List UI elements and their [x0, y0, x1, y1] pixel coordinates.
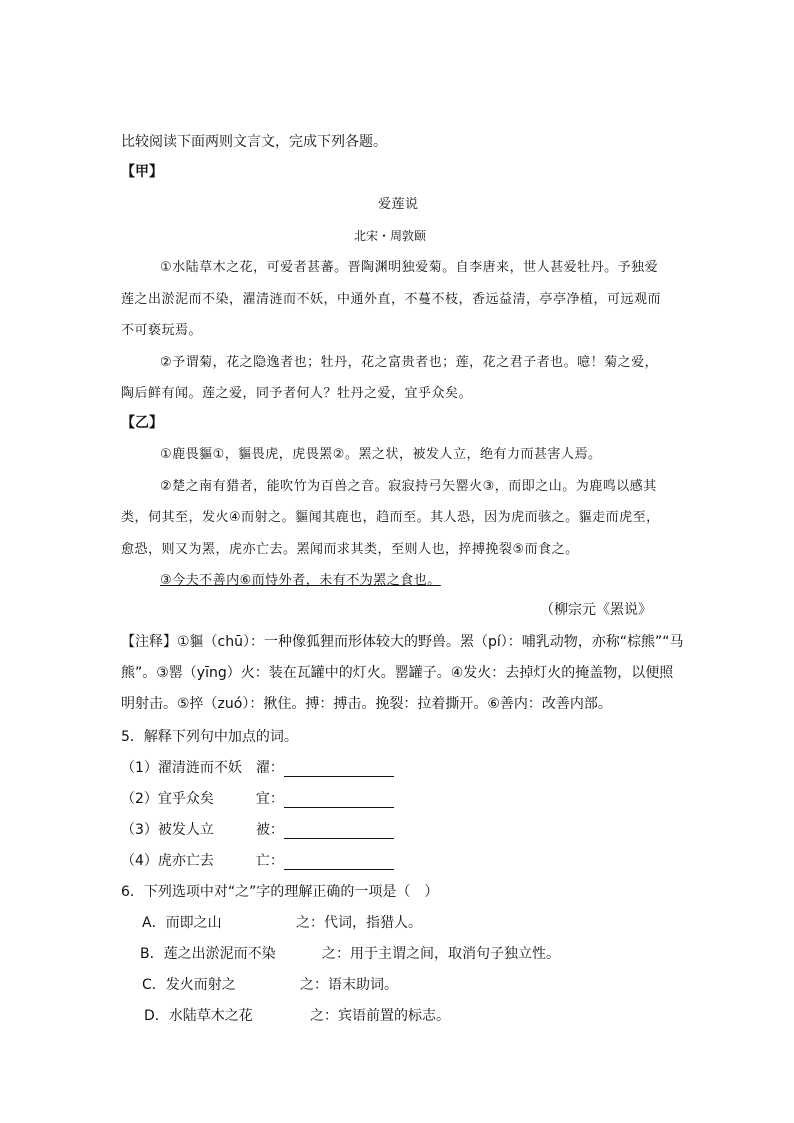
question-5-item [121, 853, 394, 870]
answer-blank[interactable] [284, 824, 394, 839]
section-jia-label: 【甲】 [121, 164, 163, 180]
answer-blank[interactable] [284, 793, 394, 808]
question-5-item-text: （4）虎亦亡去 亡： [121, 853, 284, 869]
passage-title: 爱莲说 [378, 197, 419, 212]
yi-paragraph-2-line-2: 类，伺其至，发火④而射之。貙闻其鹿也，趋而至。其人恐，因为虎而骇之。貙走而虎至， [121, 510, 660, 525]
question-5-item [121, 791, 394, 808]
question-5-item-text: （2）宜乎众矣 宜： [121, 791, 284, 807]
passage-author: 北宋・周敦颐 [354, 229, 427, 243]
notes-line-2: 熊”。③罂（yīng）火：装在瓦罐中的灯火。罂罐子。④发火：去掉灯火的掩盖物，以便照 [121, 665, 674, 681]
option-b-explanation: 之：用于主谓之间，取消句子独立性。 [322, 946, 560, 962]
yi-paragraph-1-line-1: ①鹿畏貙①，貙畏虎，虎畏罴②。罴之状，被发人立，绝有力而甚害人焉。 [160, 447, 602, 462]
option-b-label[interactable]: B．莲之出淤泥而不染 [140, 946, 276, 962]
jia-paragraph-1-line-3: 不可亵玩焉。 [121, 323, 203, 338]
question-5-item [121, 822, 394, 839]
option-c-explanation: 之：语末助词。 [300, 977, 398, 993]
answer-blank[interactable] [284, 855, 394, 870]
option-d-explanation: 之：宾语前置的标志。 [310, 1008, 450, 1024]
option-d-label[interactable]: D．水陆草木之花 [144, 1008, 253, 1024]
section-yi-label: 【乙】 [121, 415, 163, 431]
question-6-title: 6．下列选项中对“之”字的理解正确的一项是（ ） [121, 884, 439, 900]
question-5-item [121, 760, 394, 777]
yi-paragraph-3-line-1: ③今夫不善内⑥而恃外者，未有不为罴之食也。 [160, 573, 441, 588]
question-5-item-text: （3）被发人立 被： [121, 822, 284, 838]
yi-paragraph-2-line-1: ②楚之南有猎者，能吹竹为百兽之音。寂寂持弓矢罂火③，而即之山。为鹿鸣以感其 [160, 479, 657, 494]
jia-paragraph-1-line-2: 莲之出淤泥而不染，濯清涟而不妖，中通外直，不蔓不枝，香远益清，亭亭净植，可远观而 [121, 292, 662, 307]
jia-paragraph-2-line-1: ②予谓菊，花之隐逸者也；牡丹，花之富贵者也；莲，花之君子者也。噫！菊之爱， [160, 355, 659, 370]
question-5-title: 5．解释下列句中加点的词。 [121, 729, 298, 745]
option-a-explanation: 之：代词，指猎人。 [296, 915, 422, 931]
notes-line-1: 【注释】①貙（chū）：一种像狐狸而形体较大的野兽。罴（pí）：哺乳动物，亦称“棕熊”“马 [121, 634, 684, 650]
question-5-item-text: （1）濯清涟而不妖 濯： [121, 760, 284, 776]
passage-source: （柳宗元《罴说》 [540, 602, 652, 618]
answer-blank[interactable] [284, 762, 394, 777]
jia-paragraph-1-line-1: ①水陆草木之花，可爱者甚蕃。晋陶渊明独爱菊。自李唐来，世人甚爱牡丹。予独爱 [160, 260, 659, 275]
yi-paragraph-2-line-3: 愈恐，则又为罴，虎亦亡去。罴闻而求其类，至则人也，捽搏挽裂⑤而食之。 [121, 542, 579, 557]
notes-line-3: 明射击。⑤捽（zuó）：揪住。搏：搏击。挽裂：拉着撕开。⑥善内：改善内部。 [121, 696, 612, 712]
option-a-label[interactable]: A．而即之山 [142, 915, 222, 931]
jia-paragraph-2-line-2: 陶后鲜有闻。莲之爱，同予者何人？牡丹之爱，宜乎众矣。 [121, 386, 473, 401]
option-c-label[interactable]: C．发火而射之 [142, 977, 236, 993]
intro-text: 比较阅读下面两则文言文，完成下列各题。 [121, 134, 387, 150]
